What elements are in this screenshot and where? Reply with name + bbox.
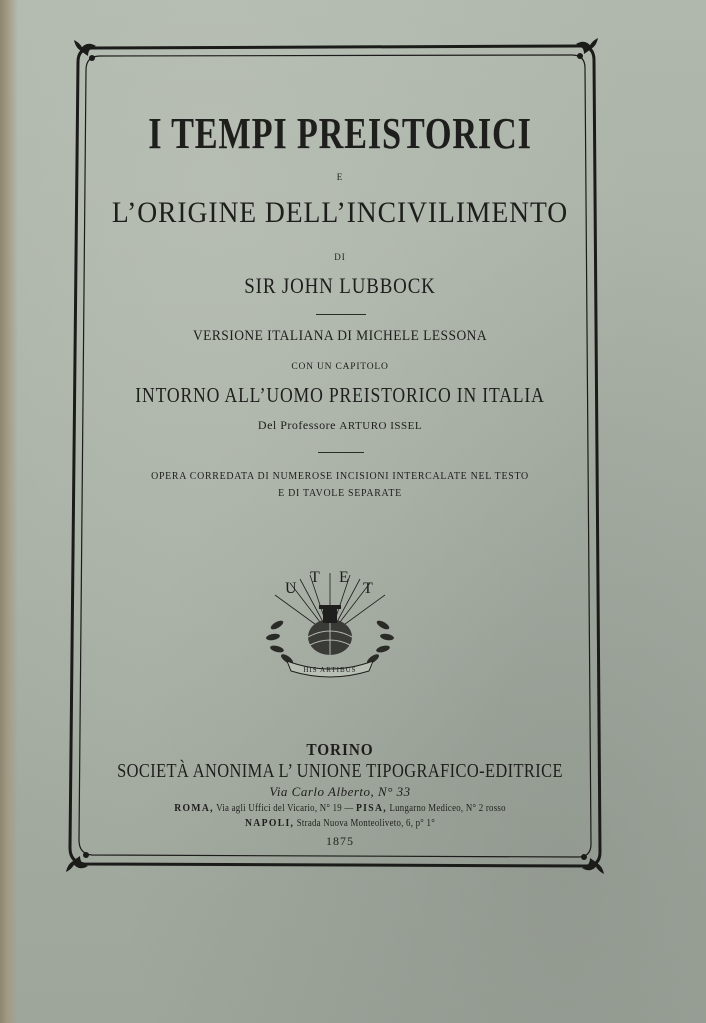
branch-pisa-address: Lungarno Mediceo, N° 2 rosso <box>389 803 506 814</box>
author-name: SIR JOHN LUBBOCK <box>244 273 436 298</box>
branch-naples-city: NAPOLI, <box>244 817 295 829</box>
divider-rule-1 <box>316 314 366 315</box>
imprint-city: TORINO <box>306 740 374 759</box>
imprint-address: Via Carlo Alberto, N° 33 <box>269 784 411 799</box>
description-line-2: E DI TAVOLE SEPARATE <box>278 487 402 499</box>
branch-pisa-city: PISA, <box>355 802 388 814</box>
imprint-publisher: SOCIETÀ ANONIMA L’ UNIONE TIPOGRAFICO-EDITRICE <box>117 760 563 782</box>
book-subtitle: L’ORIGINE DELL’INCIVILIMENTO <box>111 196 569 229</box>
title-conjunction: E <box>336 172 344 182</box>
chapter-author-credit <box>60 418 620 433</box>
emblem-motto: HIS ARTIBUS <box>303 666 357 674</box>
publication-year: 1875 <box>326 834 354 848</box>
emblem-letter-3: E <box>339 569 349 586</box>
branch-rome-city: ROMA, <box>174 802 214 814</box>
author-preposition: DI <box>334 252 346 262</box>
emblem-letter-4: T <box>363 580 373 597</box>
with-chapter-note: CON UN CAPITOLO <box>291 362 389 372</box>
branch-rome-address: Via agli Uffici del Vicario, N° 19 — <box>216 803 354 814</box>
imprint-branch-naples <box>94 817 587 829</box>
description-line-1: OPERA CORREDATA DI NUMEROSE INCISIONI INTERCALATE NEL TESTO <box>151 470 529 482</box>
emblem-tower <box>323 609 337 623</box>
book-title: I TEMPI PREISTORICI <box>148 109 532 158</box>
translation-credit: VERSIONE ITALIANA DI MICHELE LESSONA <box>192 328 488 344</box>
publisher-emblem-icon <box>255 565 405 680</box>
chapter-author-prefix: Del Professore <box>257 418 336 432</box>
corner-ornament-bottom-left <box>66 852 89 872</box>
divider-rule-2 <box>318 452 364 453</box>
imprint-branches-rome-pisa <box>94 802 587 814</box>
chapter-title: INTORNO ALL’UOMO PREISTORICO IN ITALIA <box>135 383 545 407</box>
edition-description <box>88 468 592 502</box>
emblem-letter-1: U <box>285 580 297 597</box>
branch-naples-address: Strada Nuova Monteoliveto, 6, p° 1° <box>296 818 436 829</box>
emblem-letter-2: T <box>310 569 320 586</box>
chapter-author-name: ARTURO ISSEL <box>339 420 423 432</box>
